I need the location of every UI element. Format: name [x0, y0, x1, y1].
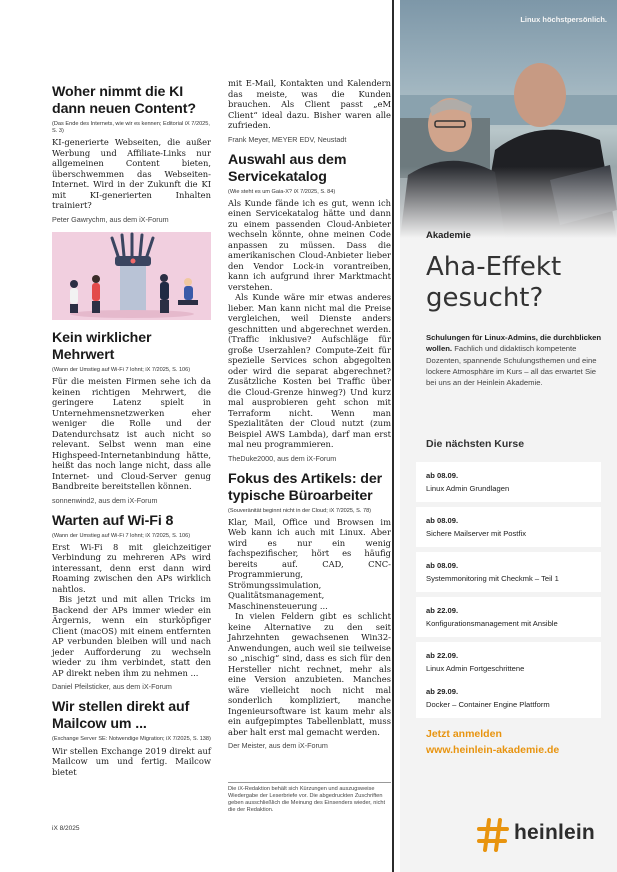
- register-cta[interactable]: Jetzt anmelden: [426, 728, 502, 740]
- article-title: Warten auf Wi-Fi 8: [52, 512, 174, 529]
- article-body: In vielen Feldern gibt es schlicht keine Alternative zu den seit Jahrzehnten gewachsenen Win32-Anwendungen, auch weil sie teilweise so „nischig“ sind, dass es sich für den Hersteller nicht rechnet, mehr als eine Version anzubieten. Manches wäre vielleicht noch nicht mal sonderlich kompliziert, manche Ingenieursoftware ist kaum mehr als ein aufgepimptes Tabellenblatt, muss aber halt erst mal gemacht werden.: [228, 611, 391, 737]
- ad-headline: [426, 252, 561, 314]
- article-reference: (Exchange Server SE: Notwendige Migration; iX 7/2025, S. 138): [52, 736, 211, 743]
- article-signature: TheDuke2000, aus dem iX-Forum: [228, 453, 337, 463]
- course-title: Linux Admin Fortgeschrittene: [426, 664, 525, 673]
- article-body: Bis jetzt und mit allen Tricks im Backend der APs immer wieder ein Ärgernis, wenn ein sturköpfiger Client (macOS) mit einem entfernten AP verbunden bleiben will und nach jeder Aufforderung zu wechseln wieder zu ihm verbindet, statt den AP direkt neben ihm zu nehmen ...: [52, 594, 211, 678]
- article-title: Kein wirklicher Mehrwert: [52, 329, 152, 363]
- column-divider: [392, 0, 394, 872]
- course-title: Systemmonitoring mit Checkmk – Teil 1: [426, 574, 559, 583]
- course-card[interactable]: [416, 552, 601, 592]
- course-title: Linux Admin Grundlagen: [426, 484, 510, 493]
- ad-intro: [426, 332, 606, 388]
- ad-headline-line2: gesucht?: [426, 283, 544, 313]
- heinlein-hash-logo-icon: [476, 817, 510, 853]
- course-title: Sichere Mailserver mit Postfix: [426, 529, 527, 538]
- akademie-url-link[interactable]: www.heinlein-akademie.de: [426, 744, 560, 756]
- column-middle: [228, 78, 391, 758]
- article-title: Auswahl aus dem Servicekatalog: [228, 151, 347, 185]
- course-date: ab 08.09.: [426, 471, 459, 480]
- article-body: Als Kunde fände ich es gut, wenn ich einen Servicekatalog hätte und dann zu einem passenden Cloud-Anbieter wechseln könnte, ohne meinen Code anpassen zu müssen. Dass die amerikanischen Cloud-Anbieter lieber den Vendor Lock-in vorantreiben, kann ich aufgrund ihrer Marktmacht verstehen.: [228, 197, 391, 292]
- wifi-illustration: [52, 232, 211, 320]
- course-card[interactable]: [416, 597, 601, 637]
- courses-heading: Die nächsten Kurse: [426, 438, 525, 450]
- course-card[interactable]: [416, 507, 601, 547]
- article-reference: (Wie steht es um Gaia-X? iX 7/2025, S. 84): [228, 188, 336, 195]
- course-card[interactable]: [416, 678, 601, 718]
- article-reference: (Wann der Umstieg auf Wi-Fi 7 lohnt; iX 7/2025, S. 106): [52, 366, 191, 373]
- article-signature: sonnenwind2, aus dem iX-Forum: [52, 495, 158, 505]
- heinlein-ad[interactable]: [400, 0, 617, 872]
- router-people-icon: [52, 232, 211, 320]
- ad-tagline: Linux höchstpersönlich.: [520, 15, 607, 24]
- column-left: [52, 84, 211, 777]
- course-date: ab 29.09.: [426, 687, 459, 696]
- article-body: Klar, Mail, Office und Browsen im Web kann ich auch mit Linux. Aber wird es nur ein wenig fachspezifischer, hört es häufig bereits auf. CAD, CNC-Programmierung, Strömungssimulation, Qualitätsmanagement, Maschinensteuerung ...: [228, 516, 391, 611]
- course-title: Docker – Container Engine Plattform: [426, 700, 550, 709]
- article-title: Fokus des Artikels: der typische Büroarbeiter: [228, 470, 383, 504]
- article-body: Als Kunde wäre mir etwas anderes lieber. Man kann nicht mal die Preise vergleichen, weil Dienste anders geschnitten und abgerechnet werden. (Traffic inklusive? Aufschläge für große Userzahlen? Compute-Zeit für spezielle Services schon abgegolten oder wird die separat abgerechnet? Zusätzliche Kosten bei Traffic über die Cloud-Grenze hinweg?) Und kurz mal ausprobieren geht schon mit Terraform nicht. Wenn man Spezialitäten der Cloud nutzt (zum Beispiel AWS Lambda), darf man erst mal neu programmieren.: [228, 292, 391, 450]
- two-men-photo-icon: [400, 0, 617, 238]
- article-body: KI-generierte Webseiten, die außer Werbung und Affiliate-Links nur allgemeinen Content bieten, überschwemmen das Webseiten-Internet. Wird in der Zukunft die KI mit KI-generierten Inhalten trainiert?: [52, 137, 211, 211]
- article-signature: Daniel Pfeilsticker, aus dem iX-Forum: [52, 682, 172, 692]
- article-body: Wir stellen Exchange 2019 direkt auf Mailcow um und fertig. Mailcow bietet: [52, 745, 211, 777]
- article-reference: (Souveränität beginnt nicht in der Cloud; iX 7/2025, S. 78): [228, 507, 372, 514]
- article-body: Erst Wi-Fi 8 mit gleichzeitiger Verbindung zu mehreren APs wird interessant, denn erst dann wird Roaming zwischen den APs wirklich nahtlos.: [52, 541, 211, 594]
- ad-photo: [400, 0, 617, 238]
- article-reference: (Wann der Umstieg auf Wi-Fi 7 lohnt; iX 7/2025, S. 106): [52, 532, 191, 539]
- ad-akademie-label: Akademie: [426, 230, 471, 241]
- course-card[interactable]: [416, 642, 601, 682]
- course-title: Konfigurationsmanagement mit Ansible: [426, 619, 558, 628]
- course-date: ab 08.09.: [426, 561, 459, 570]
- editorial-note: Die iX-Redaktion behält sich Kürzungen und auszugsweise Wiedergabe der Leserbriefe vor. Die abgedruckten Zuschriften geben ausschließlich die Meinung des Einsenders wieder, nicht die der Redaktion.: [228, 782, 391, 814]
- article-body-continued: mit E-Mail, Kontakten und Kalendern das meiste, was die Kunden brauchen. Als Client passt „eM Client“ ideal dazu. Bisher waren alle zufrieden.: [228, 78, 391, 130]
- page-footer: iX 8/2025: [52, 825, 80, 832]
- ad-intro-bold: Schulungen für Linux-Admins, die durchblicken wollen.: [426, 333, 602, 354]
- ad-headline-line1: Aha-Effekt: [426, 252, 562, 282]
- article-signature: Frank Meyer, MEYER EDV, Neustadt: [228, 134, 347, 144]
- article-reference: (Das Ende des Internets, wie wir es kennen; Editorial iX 7/2025, S. 3): [52, 121, 210, 135]
- course-date: ab 08.09.: [426, 516, 459, 525]
- article-body: Für die meisten Firmen sehe ich da keinen richtigen Mehrwert, die geringere Latenz spielt in Unternehmensnetzwerken eher weniger die Rolle und der Datendurchsatz ist auch nicht so relevant. Selbst wenn man eine Highspeed-Internetanbindung hätte, heißt das noch lange nicht, dass alle Internet- und Cloud-Server genug Bandbreite bereitstellen können.: [52, 376, 211, 492]
- course-date: ab 22.09.: [426, 606, 459, 615]
- ad-intro-text: Fachlich und didaktisch kompetente Dozenten, spannende Schulungsthemen und eine lockere Atmosphäre im Kurs – all das erwartet Sie bei uns an der Heinlein Akademie.: [426, 344, 597, 388]
- heinlein-wordmark: heinlein: [514, 821, 595, 844]
- course-date: ab 22.09.: [426, 651, 459, 660]
- article-title: Woher nimmt die KI dann neuen Content?: [52, 84, 196, 117]
- article-signature: Der Meister, aus dem iX-Forum: [228, 741, 328, 751]
- course-card[interactable]: [416, 462, 601, 502]
- article-title: Wir stellen direkt auf Mailcow um ...: [52, 699, 190, 733]
- article-signature: Peter Gawrychm, aus dem iX-Forum: [52, 214, 169, 224]
